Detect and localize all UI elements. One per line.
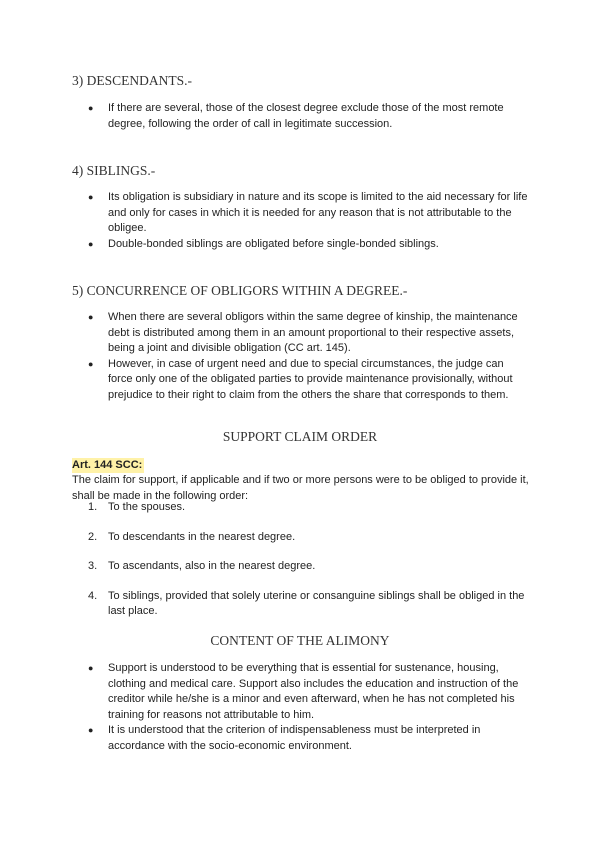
list-item: ● Double-bonded siblings are obligated before single-bonded siblings. (88, 237, 528, 253)
list-item (88, 500, 528, 516)
list-number: 2. (88, 530, 98, 543)
list-text: To siblings, provided that solely uterine or consanguine siblings shall be obliged in the last place. (108, 589, 525, 617)
concurrence-bullet-list (88, 310, 528, 403)
list-item: ● Support is understood to be everything that is essential for sustenance, housing, clothing and medical care. Support also includes the education and instruction of the creditor while he/she is a minor and even afterward, when he has not completed his training for reasons not attributable to him. (88, 661, 528, 723)
section-heading-alimony-content: CONTENT OF THE ALIMONY (210, 633, 390, 648)
list-number: 4. (88, 589, 98, 602)
alimony-bullet-list (88, 661, 528, 754)
list-number: 3. (88, 560, 98, 572)
list-text: To ascendants, also in the nearest degree. (108, 560, 316, 572)
support-order-numbered-list (88, 500, 528, 634)
siblings-bullet-list (88, 190, 528, 252)
list-text: To the spouses. (108, 501, 186, 513)
section-heading-concurrence: 5) CONCURRENCE OF OBLIGORS WITHIN A DEGREE.- (72, 283, 408, 298)
list-item (88, 589, 528, 620)
list-item (88, 559, 528, 575)
list-item: ● If there are several, those of the closest degree exclude those of the most remote degree, following the order of call in legitimate succession. (88, 101, 528, 132)
article-label: Art. 144 SCC: (72, 459, 143, 471)
list-item: ● When there are several obligors within the same degree of kinship, the maintenance debt is distributed among them in an amount proportional to their respective assets, being a joint and divisible obligation (CC art. 145). (88, 310, 528, 357)
list-item: ● Its obligation is subsidiary in nature and its scope is limited to the aid necessary for life and only for cases in which it is needed for any reason that is not attributable to the obligee. (88, 190, 528, 237)
section-heading-descendants: 3) DESCENDANTS.- (72, 73, 192, 88)
list-item: ● However, in case of urgent need and due to special circumstances, the judge can force only one of the obligated parties to provide maintenance provisionally, without prejudice to their right to claim from the others the share that corresponds to them. (88, 357, 528, 404)
list-item: ● It is understood that the criterion of indispensableness must be interpreted in accordance with the socio-economic environment. (88, 723, 528, 754)
list-item (88, 530, 528, 546)
list-number: 1. (88, 501, 98, 513)
section-heading-siblings: 4) SIBLINGS.- (72, 163, 156, 178)
support-order-intro: The claim for support, if applicable and if two or more persons were to be obliged to provide it, shall be made in the following order: (72, 474, 529, 502)
list-text: To descendants in the nearest degree. (108, 530, 296, 543)
descendants-bullet-list (88, 101, 528, 132)
section-heading-support-claim-order: SUPPORT CLAIM ORDER (222, 429, 378, 444)
